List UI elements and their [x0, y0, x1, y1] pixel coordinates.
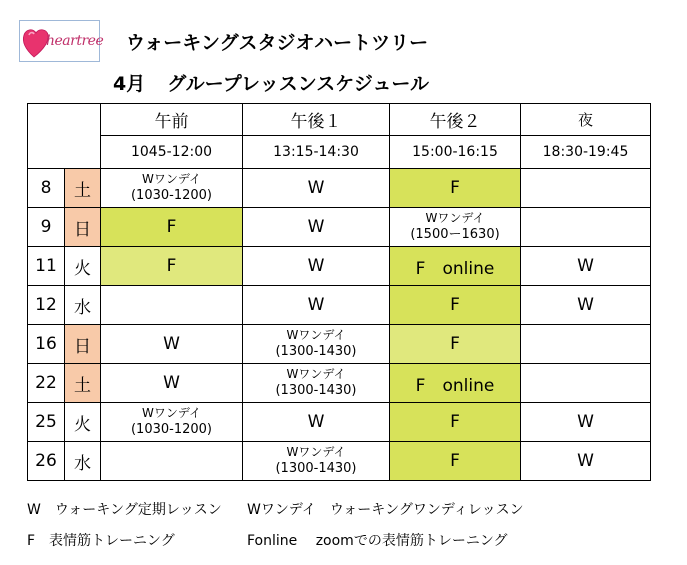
- legend-item: W ウォーキング定期レッスン: [27, 502, 222, 518]
- schedule-month: 4月: [113, 73, 146, 95]
- lesson-cell: F: [390, 403, 521, 442]
- time-morning: 1045-12:00: [101, 136, 243, 169]
- lesson-cell: [101, 403, 243, 442]
- weekday-cell: 日: [65, 208, 101, 247]
- lesson-name: Wワンデイ: [141, 172, 202, 187]
- corner-cell: [28, 104, 101, 169]
- lesson-cell: W: [243, 286, 390, 325]
- header-row-time: [28, 136, 651, 169]
- lesson-cell: F: [390, 169, 521, 208]
- legend-item: Fonline zoomでの表情筋トレーニング: [247, 533, 508, 549]
- lesson-cell: W: [243, 169, 390, 208]
- schedule-title: [113, 69, 429, 96]
- weekday-cell: 火: [65, 403, 101, 442]
- lesson-time: (1300-1430): [275, 460, 357, 476]
- day-cell: 16: [28, 325, 65, 364]
- lesson-cell: [243, 325, 390, 364]
- lesson-cell: F: [390, 325, 521, 364]
- table-row: [28, 325, 651, 364]
- lesson-time: (1500ー1630): [410, 226, 500, 242]
- studio-title: ウォーキングスタジオハートツリー: [126, 32, 429, 54]
- period-afternoon-2: 午後２: [390, 104, 521, 136]
- lesson-cell: [101, 442, 243, 481]
- weekday-cell: 日: [65, 325, 101, 364]
- lesson-cell: [101, 169, 243, 208]
- lesson-cell: [521, 208, 651, 247]
- lesson-cell: W: [521, 442, 651, 481]
- schedule-table: [27, 103, 651, 481]
- lesson-cell: [101, 286, 243, 325]
- day-cell: 8: [28, 169, 65, 208]
- lesson-name: Wワンデイ: [286, 328, 346, 343]
- lesson-cell: [390, 208, 521, 247]
- lesson-cell: [521, 325, 651, 364]
- legend-item: F 表情筋トレーニング: [27, 533, 175, 549]
- lesson-cell: W: [101, 364, 243, 403]
- table-row: [28, 286, 651, 325]
- day-cell: 12: [28, 286, 65, 325]
- lesson-name: Wワンデイ: [286, 445, 346, 460]
- period-morning: 午前: [101, 104, 243, 136]
- table-row: [28, 247, 651, 286]
- lesson-cell: [243, 364, 390, 403]
- weekday-cell: 土: [65, 364, 101, 403]
- lesson-name: Wワンデイ: [141, 406, 202, 421]
- lesson-cell: [243, 442, 390, 481]
- period-night: 夜: [521, 104, 651, 136]
- legend-item: Wワンデイ ウォーキングワンディレッスン: [247, 502, 524, 518]
- table-row: [28, 169, 651, 208]
- weekday-cell: 土: [65, 169, 101, 208]
- table-row: [28, 208, 651, 247]
- time-night: 18:30-19:45: [521, 136, 651, 169]
- time-afternoon-2: 15:00-16:15: [390, 136, 521, 169]
- lesson-cell: W: [521, 247, 651, 286]
- logo-text: heartree: [46, 33, 104, 49]
- lesson-cell: W: [521, 403, 651, 442]
- lesson-time: (1030-1200): [130, 187, 212, 203]
- period-afternoon-1: 午後１: [243, 104, 390, 136]
- lesson-name: Wワンデイ: [425, 211, 485, 226]
- table-row: [28, 442, 651, 481]
- day-cell: 25: [28, 403, 65, 442]
- lesson-cell: [521, 364, 651, 403]
- lesson-cell: W: [521, 286, 651, 325]
- table-row: [28, 364, 651, 403]
- schedule-body: [28, 169, 651, 481]
- lesson-cell: F online: [390, 364, 521, 403]
- weekday-cell: 火: [65, 247, 101, 286]
- lesson-name: Wワンデイ: [286, 367, 346, 382]
- lesson-cell: F: [101, 247, 243, 286]
- lesson-cell: W: [243, 208, 390, 247]
- header-row-period: [28, 104, 651, 136]
- lesson-cell: W: [101, 325, 243, 364]
- table-row: [28, 403, 651, 442]
- lesson-cell: F: [390, 286, 521, 325]
- day-cell: 26: [28, 442, 65, 481]
- lesson-time: (1300-1430): [275, 343, 357, 359]
- lesson-cell: W: [243, 403, 390, 442]
- day-cell: 22: [28, 364, 65, 403]
- lesson-cell: [521, 169, 651, 208]
- day-cell: 9: [28, 208, 65, 247]
- day-cell: 11: [28, 247, 65, 286]
- lesson-cell: F: [101, 208, 243, 247]
- weekday-cell: 水: [65, 286, 101, 325]
- lesson-time: (1030-1200): [130, 421, 212, 437]
- lesson-cell: F online: [390, 247, 521, 286]
- logo: [19, 20, 104, 62]
- time-afternoon-1: 13:15-14:30: [243, 136, 390, 169]
- lesson-time: (1300-1430): [275, 382, 357, 398]
- weekday-cell: 水: [65, 442, 101, 481]
- lesson-cell: F: [390, 442, 521, 481]
- schedule-heading: グループレッスンスケジュール: [167, 73, 430, 95]
- lesson-cell: W: [243, 247, 390, 286]
